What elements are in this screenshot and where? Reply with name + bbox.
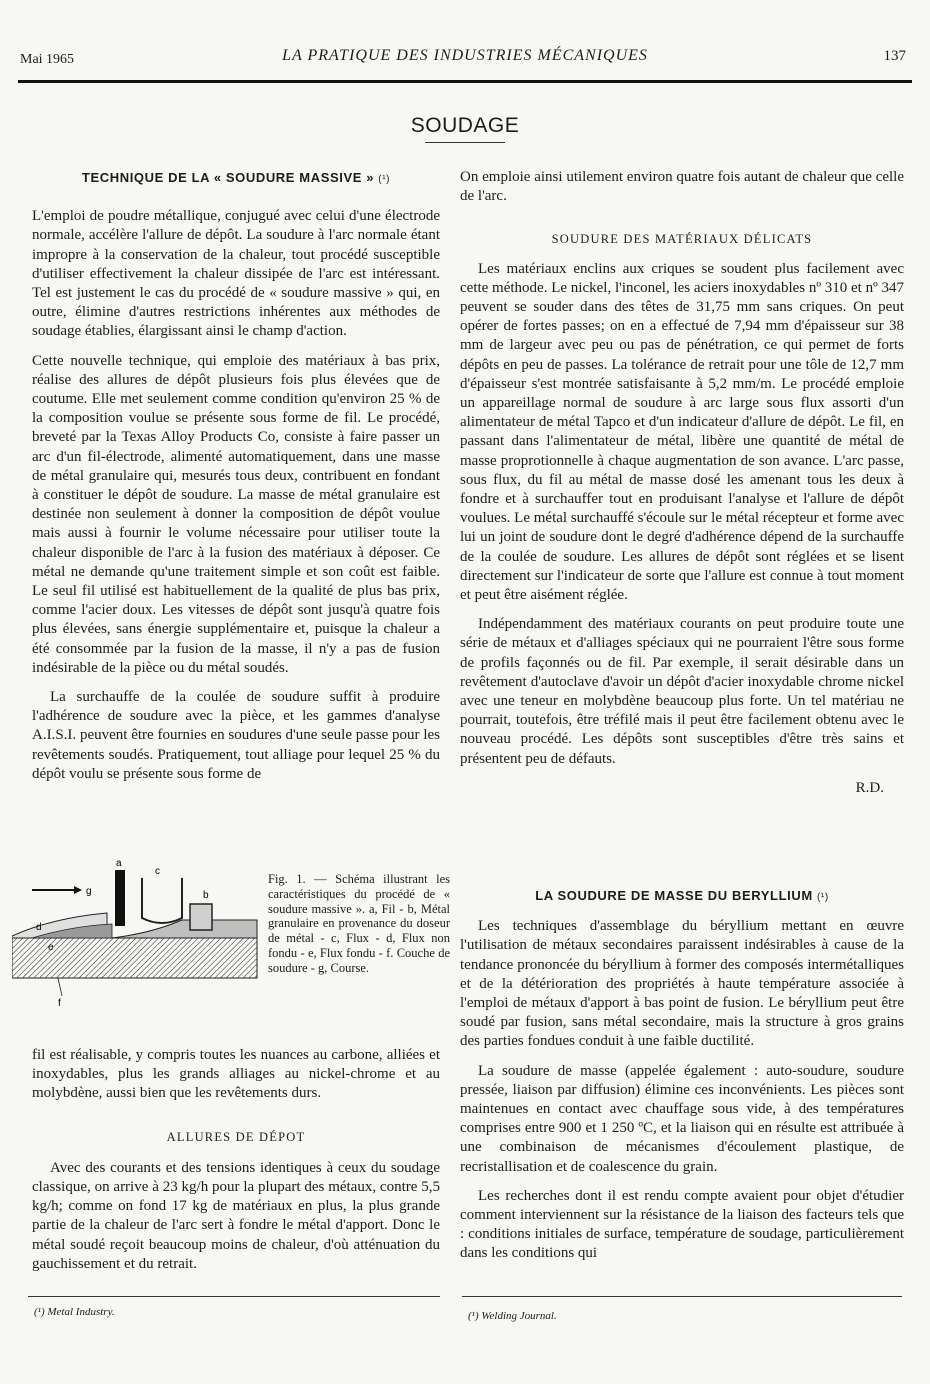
right-column [460, 168, 904, 798]
article2-title-note: (¹) [816, 892, 829, 903]
allures-paragraph: Avec des courants et des tensions identiques à ceux du soudage classique, on arrive à 23 kg/h pour la plupart des métaux, contre 5,5 kg/h; comme on fond 17 kg de matériaux en plus, la plus grande partie de la chaleur de l'arc sert à fondre le métal d'apport. Donc le métal soudé reçoit beaucoup moins de chaleur, d'où atténuation du gauchissement et du retrait. [32, 1159, 440, 1272]
article2-title-text: LA SOUDURE DE MASSE DU BERYLLIUM [535, 888, 813, 903]
left-column-upper [32, 168, 440, 794]
header-date: Mai 1965 [20, 52, 75, 67]
article2-paragraph: Les techniques d'assemblage du béryllium mettant en œuvre l'utilisation de métaux secondaires paraissent indésirables à cause de la tendance prononcée du béryllium à former des composés intermétalliques et de la détérioration des propriétés à haute température associée à l'emploi de métaux d'apport à bas point de fusion. Le béryllium peut être soudé par fusion, sans métal secondaire, mais la structure à gros grains des parties fondues conduit à une faible ductilité. [460, 918, 904, 1050]
article1-paragraph: La surchauffe de la coulée de soudure suffit à produire l'adhérence de soudure avec la pièce, et les gammes d'analyse A.I.S.I. peuvent être fournies en soudures d'une seule passe pour les revêtements soudés. Pratiquement, tout alliage pour lequel 25 % du dépôt voulu se présente sous forme de [32, 689, 440, 782]
flux-hopper [142, 878, 182, 923]
footnote-rule-left [28, 1296, 440, 1297]
article1-paragraph: L'emploi de poudre métallique, conjugué avec celui d'une électrode normale, accélère l'allure de dépôt. La soudure à l'arc normale étant impropre à la conservation de la chaleur, tout procédé susceptible d'utiliser effectivement la chaleur dissipée de l'arc est intéressant. Tel est justement le cas du procédé de « soudure massive » qui, en outre, élimine d'autres restrictions inhérentes aux méthodes de soudage établies, élargissant ainsi le champ d'action. [32, 208, 440, 340]
delicate-paragraph: Les matériaux enclins aux criques se soudent plus facilement avec cette méthode. Le nickel, l'inconel, les aciers inoxydables nº 310 et nº 347 peuvent se souder dans des têtes de 31,75 mm sans criques. On peut opérer de fortes passes; on en a effectué de 7,94 mm d'épaisseur sur 38 mm de largeur avec peu ou pas de pénétration, ce qui permet de forts dépôts en peu de passes. La tolérance de retrait pour une tôle de 12,7 mm d'épaisseur s'est montrée satisfaisante à 5,2 mm/m. Le procédé emploie un appareillage normal de soudure à arc large sous flux assorti d'un alimentateur de métal Tapco et d'un indicateur d'allure de dépôt. Le fil, en passant dans l'alimentateur de métal, libère une quantité de métal de masse proprotionnelle à chaque augmentation de son avance. L'arc passe, sous flux, du fil au métal de masse dosé les amenant tous les deux à fondre et à surchauffer tout en produisant l'analyse et l'allure de dépôt voulues. Le métal surchauffé s'écoule sur le métal récepteur et forme avec lui un joint de soudure dont le degré d'adhérence dépend de la surchauffe de la coulée de soudure. Les allures de dépôt sont réglées et se lisent directement sur l'indicateur de sorte que l'allure est connue à tout moment et peut être aisément réglée. [460, 260, 904, 604]
article1-title [32, 168, 440, 189]
footnote-rule-right [462, 1296, 902, 1297]
left-column-lower [32, 1046, 440, 1284]
article2-paragraph: La soudure de masse (appelée également : auto-soudure, soudure pressée, liaison par diffusion) élimine ces inconvénients. Les pièces sont maintenues en contact avec chauffage sous vide, à des températures comprises entre 900 et 1 250 ºC, et la liaison qui en résulte est attribuée à une combinaison de mécanismes d'écoulement plastique, de recristallisation et de coalescence du grain. [460, 1062, 904, 1175]
leader-f [58, 978, 62, 996]
label-c: c [155, 866, 160, 877]
travel-arrow-head [74, 886, 82, 894]
right-column-lower [460, 886, 904, 1274]
section-underline [425, 142, 505, 143]
article1-paragraph: fil est réalisable, y compris toutes les nuances au carbone, alliées et inoxydables, plus les grands alliages au nickel-chrome et au molybdène, aussi bien que les revêtements durs. [32, 1047, 440, 1102]
granular-metal-feeder [190, 904, 212, 930]
subheading-materiaux: SOUDURE DES MATÉRIAUX DÉLICATS [551, 232, 813, 247]
footnote-right: (¹) Welding Journal. [468, 1310, 557, 1322]
delicate-paragraph: Indépendamment des matériaux courants on peut produire toute une série de métaux et d'alliages spéciaux qui ne pourraient l'être sous forme de profils façonnés ou de fil. Par exemple, il serait désirable dans un revêtement d'autoclave d'avoir un dépôt d'acier inoxydable chrome nickel avec une teneur en molybdène beaucoup plus forte. Un tel matériau ne pourrait, toutefois, être tréfilé mais il peut être facilement obtenu avec le nouveau procédé. Les dépôts sont susceptibles d'être très sains et présentent peu de défauts. [460, 616, 904, 767]
signature: R.D. [855, 779, 884, 796]
header-rule [18, 80, 912, 83]
subheading-allures: ALLURES DE DÉPOT [166, 1129, 306, 1144]
figure-1 [12, 858, 450, 1016]
journal-title: LA PRATIQUE DES INDUSTRIES MÉCANIQUES [282, 47, 648, 64]
article1-paragraph: Cette nouvelle technique, qui emploie des matériaux à bas prix, réalise des allures de dépôt plusieurs fois plus élevées que de coutume. Elle met seulement comme condition qu'environ 25 % de la composition voulue se présente sous forme de fil. Le procédé, breveté par la Texas Alloy Products Co, consiste à faire passer un arc d'un fil-électrode, alimenté automatiquement, dans une masse de métal granulaire qui, mesurés tous deux, contribuent en fondant à constituer le dépôt de soudure. La masse de métal granulaire est destinée non seulement à donner la composition de dépôt voulue mais aussi à fournir le volume nécessaire pour utiliser toute la chaleur disponible de l'arc à la fusion des matériaux à déposer. Ce métal ne demande qu'une traitement simple et son coût est faible. Le seul fil utilisé est habituellement de la qualité de plus bas prix, comme l'acier doux. Les vitesses de dépôt sont jusqu'à quatre fois plus élevées, sans énergie supplémentaire et, puisque la chaleur a été consommée par la fusion de la masse, il n'y a pas de fusion indésirable de la pièce ou du métal soudés. [32, 352, 440, 676]
label-d: d [36, 922, 42, 933]
label-b: b [203, 890, 209, 901]
article1-title-note: (¹) [378, 174, 391, 185]
electrode-wire [115, 870, 125, 926]
label-e: e [48, 942, 54, 953]
continued-paragraph: On emploie ainsi utilement environ quatre fois autant de chaleur que celle de l'arc. [460, 169, 904, 205]
figure-caption: Fig. 1. — Schéma illustrant les caractéristiques du procédé de « soudure massive ». a, Fil - b, Métal granulaire en provenance du doseur de métal - c, Flux - d, Flux non fondu - e, Flux fondu - f. Couche de soudure - g, Course. [268, 872, 450, 975]
article2-paragraph: Les recherches dont il est rendu compte avaient pour objet d'étudier comment interviennent sur la résistance de la liaison des facteurs tels que : conditions initiales de surface, température de soudage, particulièrement dans les conditions qui [460, 1187, 904, 1262]
label-a: a [116, 858, 122, 869]
soudure-massive-diagram [12, 858, 262, 1016]
article2-title [460, 886, 904, 907]
label-g: g [86, 886, 92, 897]
footnote-left: (¹) Metal Industry. [34, 1306, 115, 1318]
label-f: f [58, 998, 61, 1009]
page-number: 137 [883, 48, 906, 64]
article1-title-text: TECHNIQUE DE LA « SOUDURE MASSIVE » [81, 170, 375, 185]
section-title: SOUDAGE [410, 114, 520, 137]
